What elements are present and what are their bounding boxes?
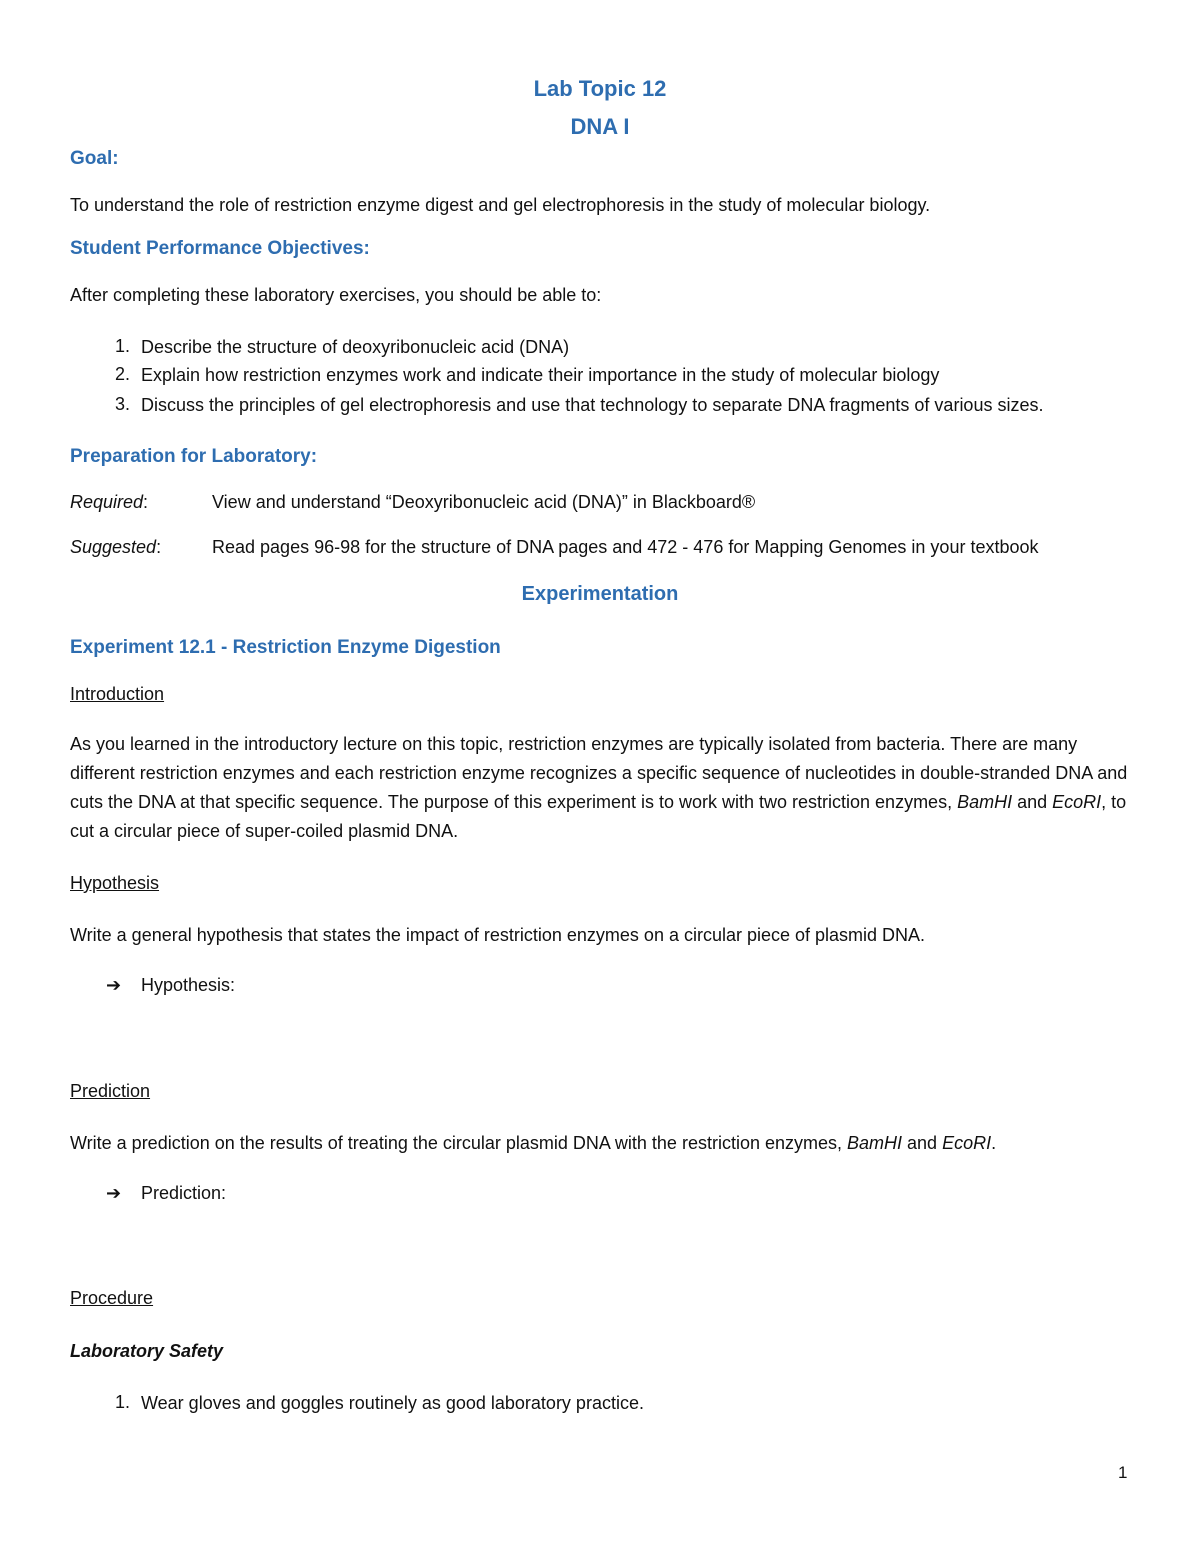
introduction-text: As you learned in the introductory lecture on this topic, restriction enzymes are typically isolated from bacteria. There are many different restriction enzymes and each restriction enzyme recognizes a specific sequence of nucleotides in double-stranded DNA and cuts the DNA at that specific sequence. The purpose of this experiment is to work with two restriction enzymes,	[70, 734, 1128, 812]
page-subtitle: DNA I	[570, 114, 630, 139]
objectives-intro: After completing these laboratory exercises, you should be able to:	[70, 285, 602, 305]
page-title: Lab Topic 12	[533, 76, 667, 101]
hypothesis-answer-label: Hypothesis:	[141, 975, 236, 995]
page-number: 1	[1118, 1463, 1128, 1482]
introduction-paragraph	[70, 730, 1130, 846]
goal-heading: Goal:	[70, 148, 119, 169]
list-item-number: 3.	[114, 394, 130, 414]
experiment-heading: Experiment 12.1 - Restriction Enzyme Digestion	[70, 637, 501, 658]
prediction-answer-label: Prediction:	[141, 1183, 227, 1203]
conjunction: and	[1012, 792, 1053, 812]
enzyme-name: EcoRI	[1052, 792, 1102, 812]
suggested-label: Suggested	[70, 537, 157, 557]
procedure-heading: Procedure	[70, 1288, 154, 1308]
prediction-instructions	[70, 1132, 996, 1154]
list-item-number: 2.	[114, 364, 130, 384]
introduction-text: , to cut a circular piece of super-coiled plasmid DNA.	[70, 792, 1127, 841]
experimentation-heading: Experimentation	[521, 583, 679, 605]
conjunction: and	[902, 1133, 943, 1153]
arrow-right-icon: ➔	[106, 975, 122, 995]
suggested-colon: :	[156, 537, 162, 557]
prediction-heading: Prediction	[70, 1081, 151, 1101]
introduction-heading: Introduction	[70, 684, 165, 704]
hypothesis-instructions: Write a general hypothesis that states the impact of restriction enzymes on a circular piece of plasmid DNA.	[70, 925, 926, 945]
list-item-number: 1.	[114, 1392, 130, 1412]
required-colon: :	[143, 492, 149, 512]
prediction-text: Write a prediction on the results of treating the circular plasmid DNA with the restriction enzymes,	[70, 1133, 847, 1153]
list-item: Wear gloves and goggles routinely as good laboratory practice.	[141, 1393, 644, 1413]
list-item-number: 1.	[114, 336, 130, 356]
hypothesis-heading: Hypothesis	[70, 873, 160, 893]
goal-text: To understand the role of restriction enzyme digest and gel electrophoresis in the study of molecular biology.	[70, 195, 931, 215]
arrow-right-icon: ➔	[106, 1183, 122, 1203]
suggested-text: Read pages 96-98 for the structure of DNA pages and 472 - 476 for Mapping Genomes in your textbook	[212, 537, 1039, 557]
required-label: Required	[70, 492, 144, 512]
list-item: Explain how restriction enzymes work and indicate their importance in the study of molecular biology	[141, 365, 940, 385]
enzyme-name: BamHI	[957, 792, 1013, 812]
enzyme-name: BamHI	[847, 1133, 903, 1153]
list-item: Describe the structure of deoxyribonucleic acid (DNA)	[141, 337, 570, 357]
enzyme-name: EcoRI	[942, 1133, 992, 1153]
period: .	[991, 1133, 997, 1153]
required-text: View and understand “Deoxyribonucleic acid (DNA)” in Blackboard®	[212, 492, 756, 512]
safety-heading: Laboratory Safety	[70, 1341, 224, 1361]
preparation-heading: Preparation for Laboratory:	[70, 446, 318, 467]
list-item: Discuss the principles of gel electrophoresis and use that technology to separate DNA fragments of various sizes.	[141, 395, 1044, 415]
objectives-heading: Student Performance Objectives:	[70, 238, 370, 259]
